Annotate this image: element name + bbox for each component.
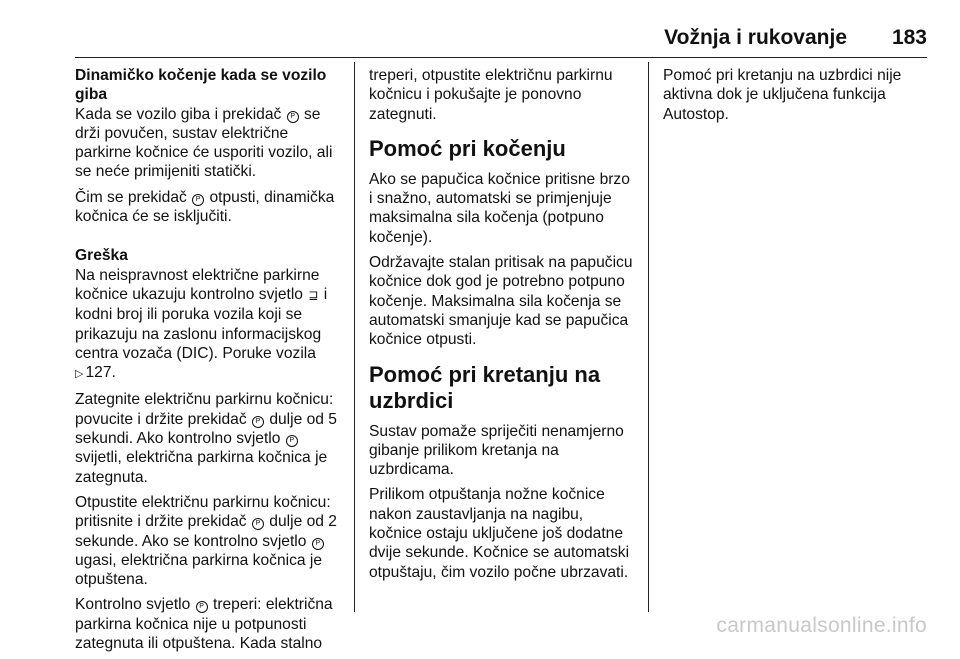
page-number: 183 <box>891 26 927 49</box>
page-reference-link[interactable]: 127. <box>85 364 116 382</box>
page-header <box>0 26 960 62</box>
paragraph: Kada se vozilo giba i prekidač P se drži povučen, sustav električne parkirne kočnice će usporiti vozilo, ali se neće primijeniti statički. <box>75 105 333 181</box>
parking-brake-indicator-icon: P <box>312 538 324 550</box>
section-heading-hill-start-assist: Pomoć pri kretanju na uzbrdici <box>369 361 601 413</box>
watermark: carmanualsonline.info <box>716 614 927 637</box>
column-divider-2 <box>648 62 649 612</box>
column-divider-1 <box>354 62 355 612</box>
paragraph: Pomoć pri kretanju na uzbrdici nije aktivna dok je uključena funkcija Autostop. <box>663 67 902 123</box>
paragraph: Čim se prekidač P otpusti, dinamička kočnica će se isključiti. <box>75 188 335 226</box>
header-divider <box>75 57 927 58</box>
paragraph: Kontrolno svjetlo P treperi: električna parkirna kočnica nije u potpunosti zategnuta ili otpuštena. Kada stalno <box>75 596 333 653</box>
column-left <box>75 66 345 659</box>
parking-brake-indicator-icon: P <box>286 435 298 447</box>
section-heading-dynamic-braking: Dinamičko kočenje kada se vozilo giba <box>75 67 327 104</box>
section-heading-fault: Greška <box>75 247 128 265</box>
paragraph: Ako se papučica kočnice pritisne brzo i snažno, automatski se primjenjuje maksimalna sila kočenja (potpuno kočenje). <box>369 170 630 246</box>
paragraph: Sustav pomaže spriječiti nenamjerno gibanje prilikom kretanja na uzbrdicama. <box>369 422 624 479</box>
column-right <box>663 66 928 130</box>
paragraph: Otpustite električnu parkirnu kočnicu: pritisnite i držite prekidač P dulje od 2 sekunde. Ako se kontrolno svjetlo P ugasi, električna parkirna kočnica je otpuštena. <box>75 493 337 589</box>
parking-brake-switch-icon: P <box>252 416 264 428</box>
cross-reference-arrow-icon: ▷ <box>75 368 84 381</box>
parking-brake-indicator-icon: P <box>196 601 208 613</box>
paragraph: Na neispravnost električne parkirne kočnice ukazuju kontrolno svjetlo ⊒ i kodni broj ili poruka vozila koji se prikazuju na zaslonu informacijskog centra vozača (DIC). Poruke vozila ▷ 127. <box>75 266 328 382</box>
parking-brake-switch-icon: P <box>252 518 264 530</box>
warning-light-icon: ⊒ <box>308 287 319 302</box>
parking-brake-switch-icon: P <box>287 111 299 123</box>
paragraph: Prilikom otpuštanja nožne kočnice nakon zaustavljanja na nagibu, kočnice ostaju uključene još dodatne dvije sekunde. Kočnice se automatski otpuštaju, čim vozilo počne ubrzavati. <box>369 486 630 581</box>
column-middle <box>369 66 637 588</box>
paragraph: Zategnite električnu parkirnu kočnicu: povucite i držite prekidač P dulje od 5 sekundi. Ako kontrolno svjetlo P svijetli, električna parkirna kočnica je zategnuta. <box>75 391 337 486</box>
parking-brake-switch-icon: P <box>192 194 204 206</box>
chapter-title: Vožnja i rukovanje <box>664 26 847 49</box>
paragraph: Održavajte stalan pritisak na papučicu kočnice dok god je potrebno potpuno kočenje. Maksimalna sila kočenja se automatski smanjuje kad se papučica kočnice otpusti. <box>369 254 633 349</box>
paragraph: treperi, otpustite električnu parkirnu kočnicu i pokušajte je ponovno zategnuti. <box>369 67 613 123</box>
section-heading-brake-assist: Pomoć pri kočenju <box>369 135 566 161</box>
